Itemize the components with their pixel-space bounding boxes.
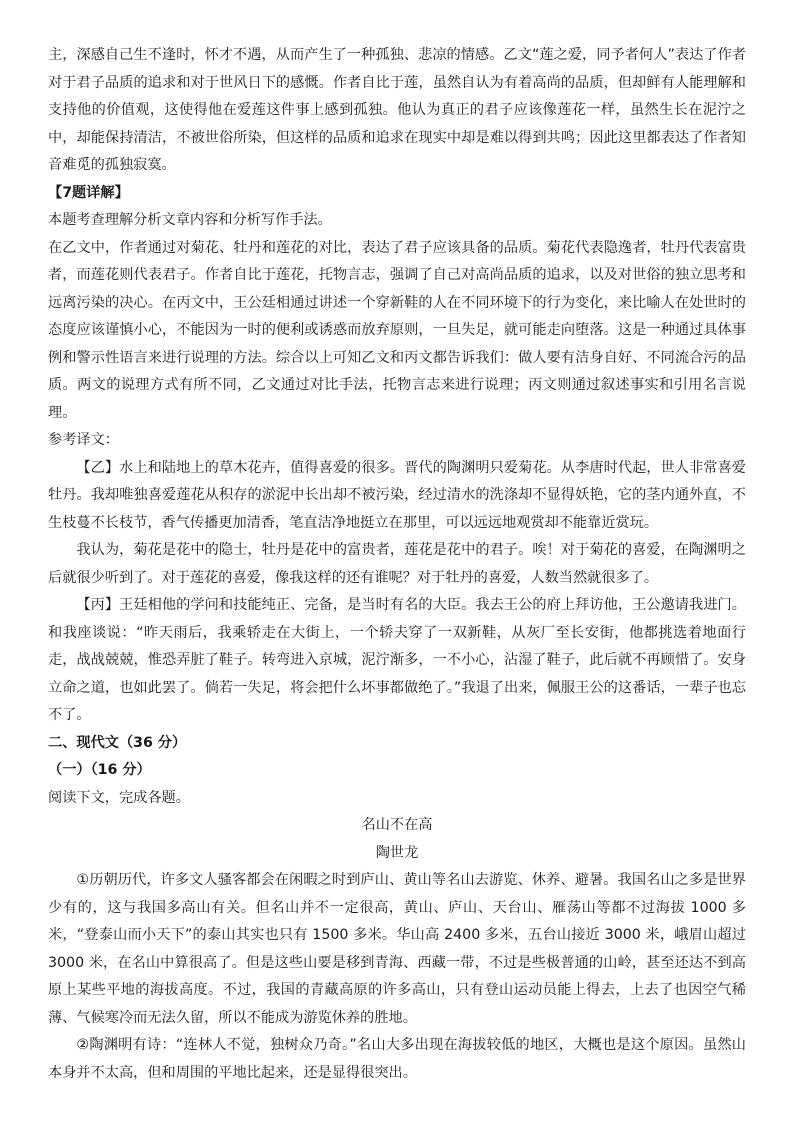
article-author: 陶世龙 xyxy=(375,844,419,861)
translation-heading: 参考译文： xyxy=(48,432,119,448)
section-heading: 二、现代文（36 分） xyxy=(48,734,187,751)
translation-bing-paragraph: 【丙】王廷相他的学问和技能纯正、完备，是当时有名的大臣。我去王公的府上拜访他，王公邀请我进门。和我座谈说：“昨天雨后，我乘轿走在大街上，一个轿夫穿了一双新鞋，从灰厂至长安街，他都挑选着地面行走，战战兢兢，惟恐弄脏了鞋子。转弯进入京城，泥泞渐多，一不小心，沾湿了鞋子，此后就不再顾惜了。安身立命之道，也如此罢了。倘若一失足，将会把什么坏事都做绝了。”我退了出来，佩服王公的这番话，一辈子也忘不了。 xyxy=(48,597,746,723)
intro-paragraph: 主，深感自己生不逢时，怀才不遇，从而产生了一种孤独、悲凉的情感。乙文“莲之爱，同予者何人”表达了作者对于君子品质的追求和对于世风日下的感慨。作者自比于莲，虽然自认为有着高尚的品质，但却鲜有人能理解和支持他的价值观，这使得他在爱莲这件事上感到孤独。他认为真正的君子应该像莲花一样，虽然生长在泥泞之中，却能保持清洁，不被世俗所染，但这样的品质和追求在现实中却是难以得到共鸣；因此这里都表达了作者知音难觅的孤独寂寞。 xyxy=(48,47,746,173)
q7-explanation: 在乙文中，作者通过对菊花、牡丹和莲花的对比，表达了君子应该具备的品质。菊花代表隐逸者，牡丹代表富贵者，而莲花则代表君子。作者自比于莲花，托物言志，强调了自己对高尚品质的追求，以及对世俗的独立思考和远离污染的决心。在丙文中，王公廷相通过讲述一个穿新鞋的人在不同环境下的行为变化，来比喻人在处世时的态度应该谨慎小心，不能因为一时的便利或诱惑而放弃原则，一旦失足，就可能走向堕落。这是一种通过具体事例和警示性语言来进行说理的方法。综合以上可知乙文和丙文都告诉我们：做人要有洁身自好、不同流合污的品质。两文的说理方式有所不同，乙文通过对比手法，托物言志来进行说理；丙文则通过叙述事实和引用名言说理。 xyxy=(48,239,746,421)
translation-yi-paragraph-2: 我认为，菊花是花中的隐士，牡丹是花中的富贵者，莲花是花中的君子。唉！对于菊花的喜爱，在陶渊明之后就很少听到了。对于莲花的喜爱，像我这样的还有谁呢？对于牡丹的喜爱，人数当然就很多了。 xyxy=(48,542,746,586)
article-paragraph-1: ①历朝历代，许多文人骚客都会在闲暇之时到庐山、黄山等名山去游览、休养、避暑。我国名山之多是世界少有的，这与我国多高山有关。但名山并不一定很高，黄山、庐山、天台山、雁荡山等都不过海拔 1000 多米，“登泰山而小天下”的泰山其实也只有 1500 多米。华山高 2400 多米，五台山接近 3000 米，峨眉山超过 3000 米，在名山中算很高了。但是这些山要是移到青海、西藏一带，不过是些极普通的山岭，甚至还达不到高原上某些平地的海拔高度。不过，我国的青藏高原的许多高山，只有登山运动员能上得去，上去了也因空气稀薄、气候寒冷而无法久留，所以不能成为游览休养的胜地。 xyxy=(48,872,746,1026)
article-paragraph-2: ②陶渊明有诗：“连林人不觉，独树众乃奇。”名山大多出现在海拔较低的地区，大概也是这个原因。虽然山本身并不太高，但和周围的平地比起来，还是显得很突出。 xyxy=(48,1037,746,1081)
subsection-heading: （一）（16 分） xyxy=(48,762,151,778)
reading-instruction: 阅读下文，完成各题。 xyxy=(48,789,190,806)
translation-yi-paragraph-1: 【乙】水上和陆地上的草木花卉，值得喜爱的很多。晋代的陶渊明只爱菊花。从李唐时代起，世人非常喜爱牡丹。我却唯独喜爱莲花从积存的淤泥中长出却不被污染，经过清水的洗涤却不显得妖艳，它的茎内通外直，不生枝蔓不长枝节，香气传播更加清香，笔直洁净地挺立在那里，可以远远地观赏却不能靠近赏玩。 xyxy=(48,459,746,531)
q7-summary: 本题考查理解分析文章内容和分析写作手法。 xyxy=(48,212,332,228)
q7-heading: 【7题详解】 xyxy=(48,184,129,201)
article-title: 名山不在高 xyxy=(361,817,433,833)
